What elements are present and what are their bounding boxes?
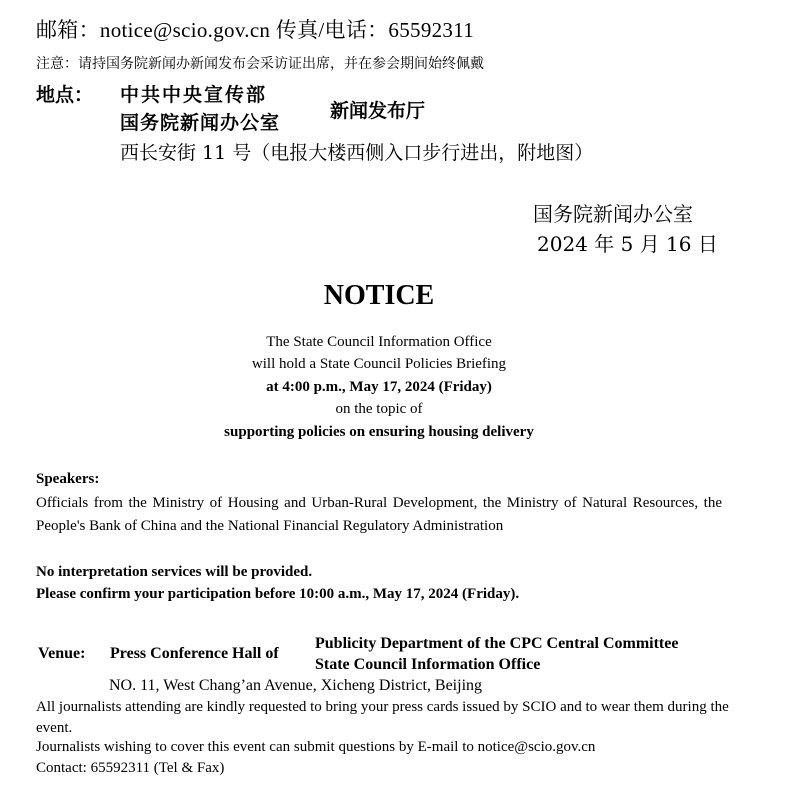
venue-address: NO. 11, West Chang’an Avenue, Xicheng District, Beijing [109,677,483,694]
speakers-text: Officials from the Ministry of Housing and Urban-Rural Development, the Ministry of Natural Resources, the People's Bank of China and the National Financial Regulatory Administration [36,495,722,534]
location-org-publicity-dept-zh: 中共中央宣传部 [120,84,268,106]
location-address-zh: 西长安街 11 号（电报大楼西侧入口步行进出，附地图） [120,142,594,164]
signature-date-zh: 2024 年 5 月 16 日 [537,232,718,256]
announcement-line-datetime: at 4:00 p.m., May 17, 2024 (Friday) [266,379,492,395]
venue-org-publicity-dept: Publicity Department of the CPC Central Committee [315,635,679,652]
signature-office-zh: 国务院新闻办公室 [533,202,693,226]
venue-label: Venue: [38,645,86,662]
interpretation-note: No interpretation services will be provided. [36,564,313,580]
venue-org-scio: State Council Information Office [315,656,541,673]
venue-hall: Press Conference Hall of [110,645,279,662]
location-label-zh: 地点： [36,84,94,106]
speakers-label: Speakers: [36,471,100,487]
contact-line-en: Contact: 65592311 (Tel & Fax) [36,760,225,776]
journalists-note: All journalists attending are kindly requested to bring your press cards issued by SCIO and to wear them during the event. [36,699,729,736]
announcement-line-topic-intro: on the topic of [335,401,423,417]
questions-note: Journalists wishing to cover this event can submit questions by E-mail to notice@scio.gov.cn [36,739,596,755]
badge-notice-zh: 注意：请持国务院新闻办新闻发布会采访证出席，并在参会期间始终佩戴 [36,56,484,72]
announcement-line-event: will hold a State Council Policies Briefing [251,356,507,372]
notice-title: NOTICE [323,280,435,311]
confirm-participation-note: Please confirm your participation before 10:00 a.m., May 17, 2024 (Friday). [36,586,520,602]
contact-line-zh: 邮箱：notice@scio.gov.cn 传真/电话：65592311 [36,18,475,42]
announcement-line-organizer: The State Council Information Office [266,334,492,350]
location-org-scio-zh: 国务院新闻办公室 [120,112,281,134]
announcement-line-topic: supporting policies on ensuring housing delivery [224,424,534,440]
location-hall-zh: 新闻发布厅 [330,100,426,122]
